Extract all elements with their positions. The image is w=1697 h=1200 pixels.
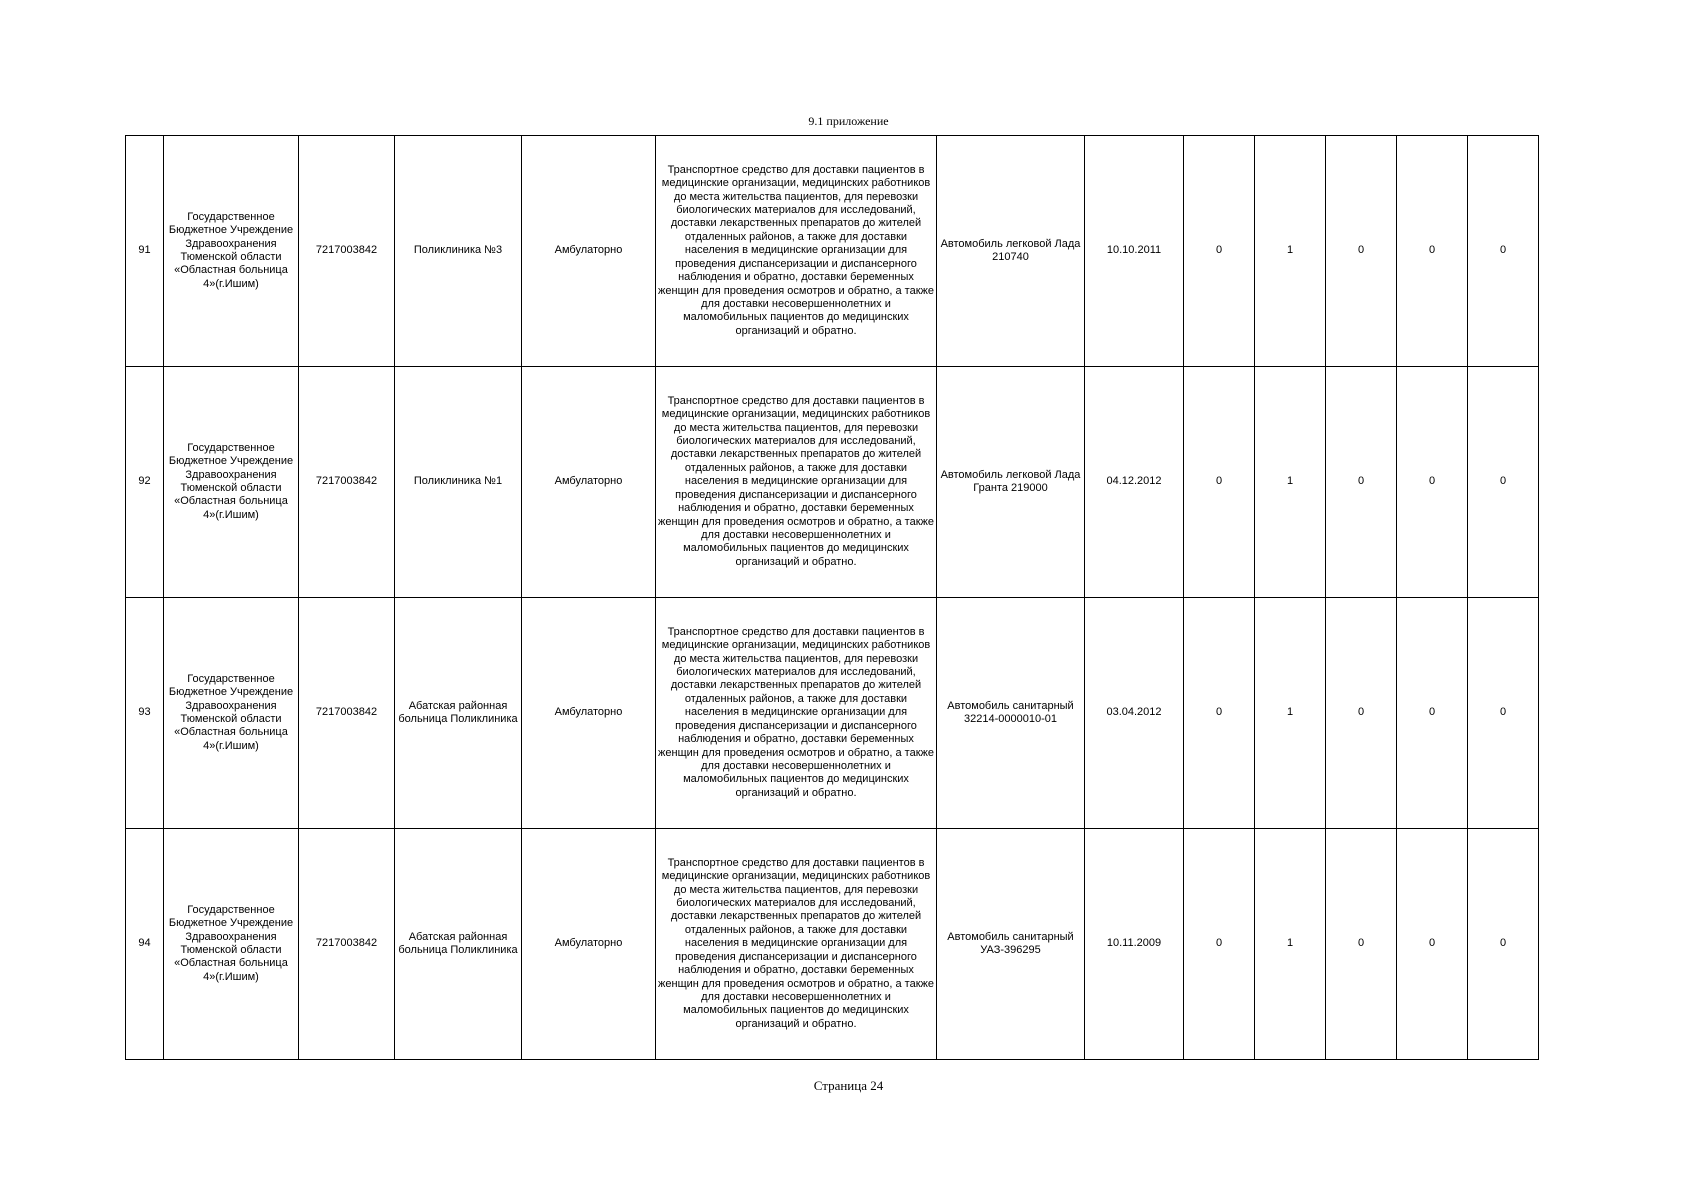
organization-cell: Государственное Бюджетное Учреждение Здравоохранения Тюменской области «Областная больница 4»(г.Ишим) (164, 136, 299, 367)
count-cell-2: 1 (1255, 598, 1326, 829)
count-cell-3: 0 (1326, 367, 1397, 598)
count-cell-4: 0 (1397, 367, 1468, 598)
care-mode-cell: Амбулаторно (522, 367, 656, 598)
table-row (126, 136, 1539, 367)
inn-cell: 7217003842 (299, 367, 395, 598)
vehicle-cell: Автомобиль легковой Лада Гранта 219000 (937, 367, 1085, 598)
row-number-cell: 93 (126, 598, 164, 829)
date-cell: 10.11.2009 (1085, 829, 1184, 1060)
count-cell-4: 0 (1397, 136, 1468, 367)
count-cell-2: 1 (1255, 367, 1326, 598)
count-cell-4: 0 (1397, 829, 1468, 1060)
count-cell-3: 0 (1326, 598, 1397, 829)
inn-cell: 7217003842 (299, 136, 395, 367)
date-cell: 04.12.2012 (1085, 367, 1184, 598)
organization-cell: Государственное Бюджетное Учреждение Здравоохранения Тюменской области «Областная больница 4»(г.Ишим) (164, 367, 299, 598)
table-row (126, 598, 1539, 829)
table-row (126, 367, 1539, 598)
unit-cell: Поликлиника №1 (395, 367, 522, 598)
table-row (126, 829, 1539, 1060)
row-number-cell: 92 (126, 367, 164, 598)
inn-cell: 7217003842 (299, 829, 395, 1060)
count-cell-5: 0 (1468, 367, 1539, 598)
count-cell-5: 0 (1468, 598, 1539, 829)
count-cell-1: 0 (1184, 367, 1255, 598)
organization-cell: Государственное Бюджетное Учреждение Здравоохранения Тюменской области «Областная больница 4»(г.Ишим) (164, 598, 299, 829)
vehicle-cell: Автомобиль легковой Лада 210740 (937, 136, 1085, 367)
unit-cell: Абатская районная больница Поликлиника (395, 598, 522, 829)
count-cell-1: 0 (1184, 136, 1255, 367)
count-cell-1: 0 (1184, 598, 1255, 829)
vehicles-table (125, 135, 1539, 1060)
count-cell-5: 0 (1468, 829, 1539, 1060)
count-cell-1: 0 (1184, 829, 1255, 1060)
care-mode-cell: Амбулаторно (522, 136, 656, 367)
page-number: Страница 24 (813, 1078, 884, 1093)
purpose-cell: Транспортное средство для доставки пациентов в медицинские организации, медицинских работников до места жительства пациентов, для перевозки биологических материалов для исследований, доставки лекарственных препаратов до жителей отдаленных районов, а также для доставки населения в медицинские организации для проведения диспансеризации и диспансерного наблюдения и обратно, доставки беременных женщин для проведения осмотров и обратно, а также для доставки несовершеннолетних и маломобильных пациентов до медицинских организаций и обратно. (656, 829, 937, 1060)
vehicle-cell: Автомобиль санитарный УАЗ-396295 (937, 829, 1085, 1060)
count-cell-5: 0 (1468, 136, 1539, 367)
unit-cell: Абатская районная больница Поликлиника (395, 829, 522, 1060)
row-number-cell: 94 (126, 829, 164, 1060)
date-cell: 03.04.2012 (1085, 598, 1184, 829)
care-mode-cell: Амбулаторно (522, 829, 656, 1060)
row-number-cell: 91 (126, 136, 164, 367)
count-cell-2: 1 (1255, 136, 1326, 367)
count-cell-3: 0 (1326, 136, 1397, 367)
vehicle-cell: Автомобиль санитарный 32214-0000010-01 (937, 598, 1085, 829)
page-header: 9.1 приложение (808, 114, 889, 128)
purpose-cell: Транспортное средство для доставки пациентов в медицинские организации, медицинских работников до места жительства пациентов, для перевозки биологических материалов для исследований, доставки лекарственных препаратов до жителей отдаленных районов, а также для доставки населения в медицинские организации для проведения диспансеризации и диспансерного наблюдения и обратно, доставки беременных женщин для проведения осмотров и обратно, а также для доставки несовершеннолетних и маломобильных пациентов до медицинских организаций и обратно. (656, 136, 937, 367)
purpose-cell: Транспортное средство для доставки пациентов в медицинские организации, медицинских работников до места жительства пациентов, для перевозки биологических материалов для исследований, доставки лекарственных препаратов до жителей отдаленных районов, а также для доставки населения в медицинские организации для проведения диспансеризации и диспансерного наблюдения и обратно, доставки беременных женщин для проведения осмотров и обратно, а также для доставки несовершеннолетних и маломобильных пациентов до медицинских организаций и обратно. (656, 367, 937, 598)
count-cell-4: 0 (1397, 598, 1468, 829)
count-cell-2: 1 (1255, 829, 1326, 1060)
inn-cell: 7217003842 (299, 598, 395, 829)
purpose-cell: Транспортное средство для доставки пациентов в медицинские организации, медицинских работников до места жительства пациентов, для перевозки биологических материалов для исследований, доставки лекарственных препаратов до жителей отдаленных районов, а также для доставки населения в медицинские организации для проведения диспансеризации и диспансерного наблюдения и обратно, доставки беременных женщин для проведения осмотров и обратно, а также для доставки несовершеннолетних и маломобильных пациентов до медицинских организаций и обратно. (656, 598, 937, 829)
organization-cell: Государственное Бюджетное Учреждение Здравоохранения Тюменской области «Областная больница 4»(г.Ишим) (164, 829, 299, 1060)
count-cell-3: 0 (1326, 829, 1397, 1060)
date-cell: 10.10.2011 (1085, 136, 1184, 367)
care-mode-cell: Амбулаторно (522, 598, 656, 829)
unit-cell: Поликлиника №3 (395, 136, 522, 367)
